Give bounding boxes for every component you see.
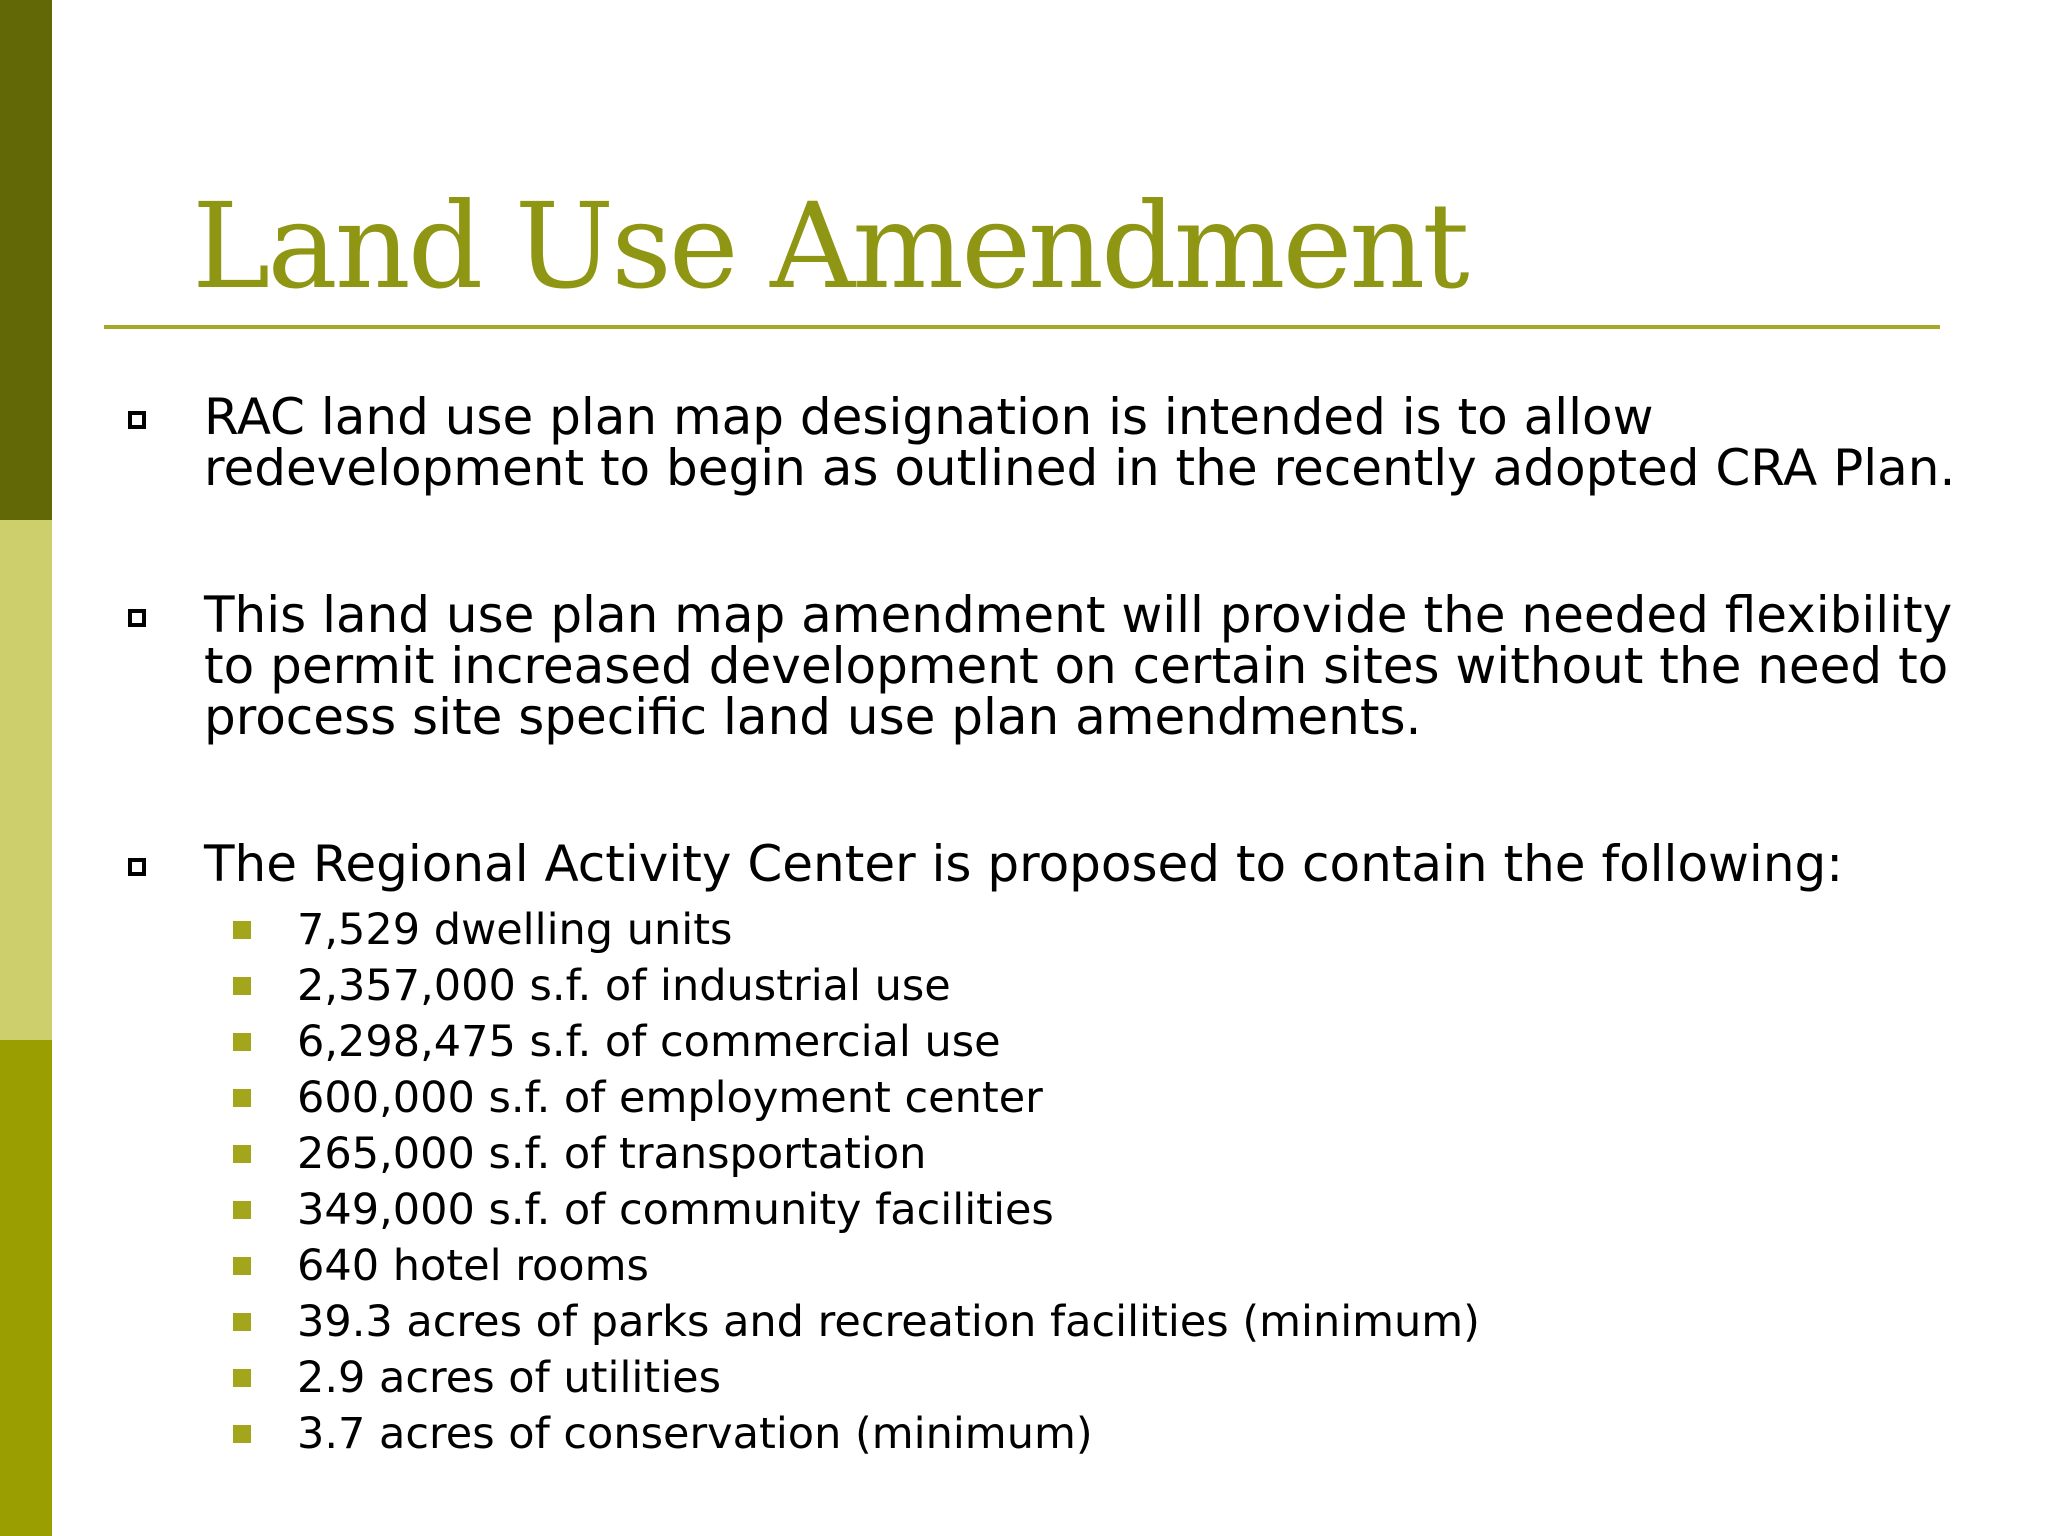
sub-bullet-item	[204, 1070, 1984, 1126]
side-band-top	[0, 0, 52, 520]
bullet-item	[124, 388, 1984, 497]
filled-square-bullet-icon	[233, 1089, 251, 1107]
bullet-item	[124, 586, 1984, 746]
sub-bullet-text: 6,298,475 s.f. of commercial use	[297, 1017, 1001, 1067]
sub-bullet-text: 640 hotel rooms	[297, 1241, 649, 1291]
sub-bullet-text: 265,000 s.f. of transportation	[297, 1129, 927, 1179]
side-band-bottom	[0, 1040, 52, 1536]
bullet-text: The Regional Activity Center is proposed to contain the following:	[204, 835, 1844, 893]
hollow-square-bullet-icon	[128, 858, 146, 876]
sub-bullet-text: 2,357,000 s.f. of industrial use	[297, 961, 951, 1011]
sub-bullet-text: 2.9 acres of utilities	[297, 1353, 722, 1403]
bullet-item	[124, 835, 1984, 1462]
sub-bullet-item	[204, 1014, 1984, 1070]
sub-bullet-item	[204, 1182, 1984, 1238]
bullet-text: This land use plan map amendment will provide the needed flexibility to permit increased development on certain sites without the need to process site specific land use plan amendments.	[204, 586, 1953, 746]
sub-bullet-text: 7,529 dwelling units	[297, 905, 733, 955]
sub-bullet-item	[204, 1294, 1984, 1350]
filled-square-bullet-icon	[233, 1145, 251, 1163]
side-band-middle	[0, 520, 52, 1040]
sub-bullet-text: 39.3 acres of parks and recreation facilities (minimum)	[297, 1297, 1480, 1347]
bullet-text: RAC land use plan map designation is intended is to allow redevelopment to begin as outlined in the recently adopted CRA Plan.	[204, 388, 1956, 497]
filled-square-bullet-icon	[233, 1257, 251, 1275]
filled-square-bullet-icon	[233, 1369, 251, 1387]
filled-square-bullet-icon	[233, 1201, 251, 1219]
sub-bullet-list	[204, 902, 1984, 1462]
sub-bullet-item	[204, 1350, 1984, 1406]
sub-bullet-item	[204, 1238, 1984, 1294]
sub-bullet-text: 600,000 s.f. of employment center	[297, 1073, 1043, 1123]
hollow-square-bullet-icon	[128, 411, 146, 429]
sub-bullet-item	[204, 1406, 1984, 1462]
slide-content	[124, 388, 1984, 1462]
slide-title: Land Use Amendment	[192, 177, 1467, 315]
filled-square-bullet-icon	[233, 977, 251, 995]
sub-bullet-item	[204, 958, 1984, 1014]
filled-square-bullet-icon	[233, 921, 251, 939]
filled-square-bullet-icon	[233, 1033, 251, 1051]
hollow-square-bullet-icon	[128, 609, 146, 627]
sub-bullet-item	[204, 1126, 1984, 1182]
filled-square-bullet-icon	[233, 1313, 251, 1331]
sub-bullet-item	[204, 902, 1984, 958]
filled-square-bullet-icon	[233, 1425, 251, 1443]
sub-bullet-text: 349,000 s.f. of community facilities	[297, 1185, 1054, 1235]
title-divider	[104, 325, 1940, 329]
sub-bullet-text: 3.7 acres of conservation (minimum)	[297, 1409, 1093, 1459]
